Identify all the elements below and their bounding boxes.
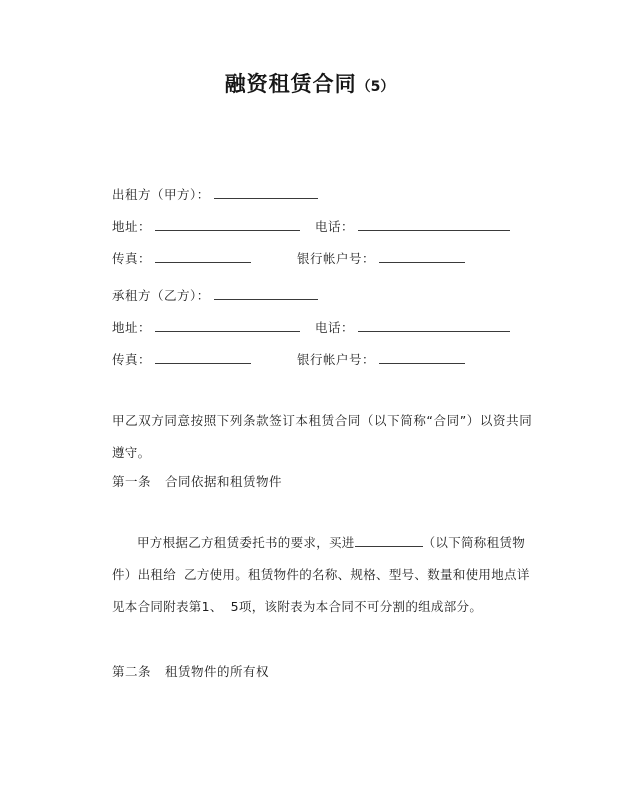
lessor-address-label: 地址： <box>112 219 152 234</box>
article-2-heading <box>112 656 532 688</box>
lessor-fax-input[interactable] <box>155 249 251 263</box>
lessee-bank-account-input[interactable] <box>379 350 465 364</box>
lessor-party-label: 出租方（甲方）： <box>112 187 210 202</box>
page-title-number: （5） <box>356 79 395 95</box>
article-1-number: 第一条 <box>112 474 152 489</box>
article-1-text-line-2: 乙方使用。租赁物件的名称、规格、型号、数量和使用地点详见本合同附表第 <box>112 567 530 614</box>
article-1-heading <box>112 466 532 498</box>
lessee-address-label: 地址： <box>112 320 152 335</box>
page-title-text: 融资租赁合同 <box>224 72 357 96</box>
purchase-item-input[interactable] <box>355 533 423 547</box>
lessee-phone-input[interactable] <box>358 318 510 332</box>
lessee-bank-account-label: 银行帐户号： <box>297 352 376 367</box>
lessor-fax-label: 传真： <box>112 251 152 266</box>
lessor-bank-account-input[interactable] <box>379 249 465 263</box>
article-2-title: 租赁物件的所有权 <box>165 664 270 679</box>
article-1-body <box>112 527 536 623</box>
article-1-title: 合同依据和租赁物件 <box>165 474 283 489</box>
agreement-statement <box>112 405 532 469</box>
lessor-bank-account-label: 银行帐户号： <box>297 251 376 266</box>
lessee-phone-label: 电话： <box>315 320 355 335</box>
lessor-fax-row <box>112 249 512 281</box>
lessee-party-input[interactable] <box>214 286 318 300</box>
lessee-bank-group <box>297 350 465 368</box>
lessor-party-row <box>112 185 512 217</box>
lessee-phone-group <box>315 318 510 336</box>
lessor-address-input[interactable] <box>155 217 300 231</box>
page-title <box>0 68 619 98</box>
lessee-fax-row <box>112 350 512 382</box>
lessor-phone-group <box>315 217 510 235</box>
lessee-form-block <box>112 286 512 382</box>
lessee-party-label: 承租方（乙方）： <box>112 288 210 303</box>
article-2-number: 第二条 <box>112 664 152 679</box>
lessor-form-block <box>112 185 512 281</box>
lessee-fax-label: 传真： <box>112 352 152 367</box>
lessor-party-input[interactable] <box>214 185 318 199</box>
lessee-party-row <box>112 286 512 318</box>
article-1-text-before-blank: 甲方根据乙方租赁委托书的要求，买进 <box>137 535 355 550</box>
lessor-phone-input[interactable] <box>358 217 510 231</box>
agreement-statement-text: 甲乙双方同意按照下列条款签订本租赁合同（以下简称“合同”）以资共同遵守。 <box>112 413 532 460</box>
article-1-text-line-3: 1、 <box>201 599 223 614</box>
article-1-text-line-3-cont: 5项，该附表为本合同不可分割的组成部分。 <box>230 599 483 614</box>
lessee-address-row <box>112 318 512 350</box>
lessor-phone-label: 电话： <box>315 219 355 234</box>
lessee-address-input[interactable] <box>155 318 300 332</box>
lessee-fax-input[interactable] <box>155 350 251 364</box>
article-1-text-after-blank: （以下简称租赁物件）出租给 <box>112 535 526 582</box>
lessor-address-row <box>112 217 512 249</box>
lessor-bank-group <box>297 249 465 267</box>
